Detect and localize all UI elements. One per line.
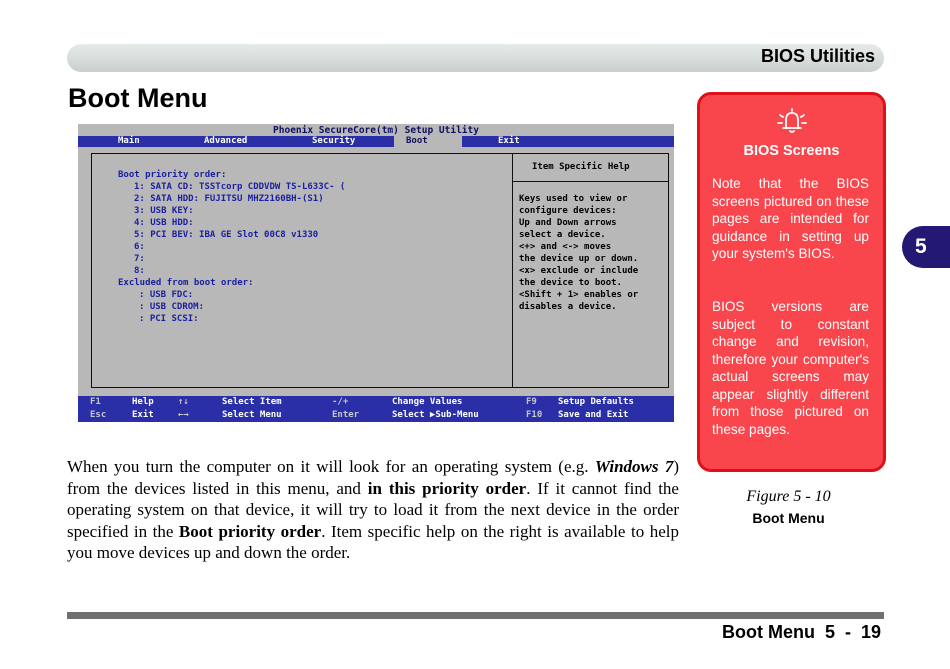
footer-action: Setup Defaults (558, 397, 634, 407)
footer-action: Save and Exit (558, 410, 629, 420)
note-text: Note that the BIOS screens pictured on these pages are intended for guidance in setting up your system's BIOS. (712, 176, 869, 261)
help-line: <+> and <-> moves (519, 242, 612, 252)
boot-priority-heading: Boot priority order: (118, 170, 227, 180)
page-footer (722, 622, 881, 643)
note-text: BIOS versions are subject to constant change and revision, therefore your computer's actual screens may appear slightly different from those pictured on these pages. (712, 299, 869, 437)
excluded-item: : PCI SCSI: (139, 314, 199, 324)
help-line: disables a device. (519, 302, 617, 312)
bios-help-divider (513, 181, 668, 182)
boot-item: 1: SATA CD: TSSTcorp CDDVDW TS-L633C- ( (134, 182, 346, 192)
bios-divider (512, 154, 513, 387)
chapter-tab: 5 (902, 226, 950, 268)
help-line: Keys used to view or (519, 194, 628, 204)
boot-item: 8: (134, 266, 145, 276)
footer-action: Select Item (222, 397, 282, 407)
paragraph-text: ) from the devices listed in this menu, and (67, 457, 679, 498)
help-line: <Shift + 1> enables or (519, 290, 639, 300)
bios-tab-boot: Boot (394, 136, 462, 147)
footer-action: Exit (132, 410, 154, 420)
help-line: <x> exclude or include (519, 266, 639, 276)
footer-key: ←→ (178, 410, 189, 420)
bios-title: Phoenix SecureCore(tm) Setup Utility (273, 125, 479, 136)
figure-number: Figure 5 - 10 (746, 488, 831, 505)
bios-menubar (78, 136, 674, 147)
footer-key: F1 (90, 397, 101, 407)
help-line: configure devices: (519, 206, 617, 216)
help-title: Item Specific Help (532, 162, 630, 172)
footer-key: Esc (90, 410, 107, 420)
emphasis-boot-priority: Boot priority order (178, 521, 322, 541)
excluded-item: : USB CDROM: (139, 302, 205, 312)
footer-key: Enter (332, 410, 360, 420)
footer-label: Boot Menu (721, 622, 815, 642)
page-title: Boot Menu (68, 83, 208, 113)
footer-key: ↑↓ (178, 397, 189, 407)
boot-item: 7: (134, 254, 145, 264)
help-line: the device up or down. (519, 254, 639, 264)
bios-tab-advanced: Advanced (204, 136, 248, 146)
footer-action: Select ▶Sub-Menu (392, 410, 479, 420)
footer-key: F10 (526, 410, 543, 420)
bios-tab-main: Main (118, 136, 140, 146)
help-line: select a device. (519, 230, 606, 240)
footer-key: -/+ (332, 397, 349, 407)
footer-action: Change Values (392, 397, 463, 407)
paragraph-text: . Item specific help on the right is available to help you move devices up and down the order. (67, 521, 680, 562)
excluded-item: : USB FDC: (139, 290, 194, 300)
boot-item: 5: PCI BEV: IBA GE Slot 00C8 v1330 (134, 230, 319, 240)
figure-name: Boot Menu (752, 510, 825, 526)
footer-rule (67, 612, 884, 619)
emphasis-windows: Windows 7 (594, 457, 674, 476)
body-paragraph (67, 456, 679, 564)
note-title: BIOS Screens (743, 143, 840, 159)
alarm-bell-icon (774, 107, 810, 133)
boot-item: 4: USB HDD: (134, 218, 194, 228)
page-number: 5 - 19 (824, 622, 881, 642)
section-title: BIOS Utilities (760, 46, 875, 66)
boot-item: 2: SATA HDD: FUJITSU MHZ2160BH-(S1) (134, 194, 324, 204)
bios-tab-exit: Exit (498, 136, 520, 146)
help-line: Up and Down arrows (519, 218, 617, 228)
emphasis-priority-order: in this priority order (367, 478, 527, 498)
footer-key: F9 (526, 397, 537, 407)
bios-footer (78, 396, 674, 422)
boot-item: 6: (134, 242, 145, 252)
help-line: the device to boot. (519, 278, 622, 288)
excluded-heading: Excluded from boot order: (118, 278, 254, 288)
paragraph-text: . If it cannot find the operating system on that device, it will try to load it from the next device in the order specified in the (67, 478, 679, 541)
footer-action: Select Menu (222, 410, 282, 420)
note-box (697, 92, 886, 472)
boot-item: 3: USB KEY: (134, 206, 194, 216)
footer-action: Help (132, 397, 154, 407)
bios-screenshot (78, 124, 674, 422)
paragraph-text: When you turn the computer on it will look for an operating system (e.g. (67, 457, 595, 476)
bios-panel (91, 153, 669, 388)
bios-tab-security: Security (312, 136, 356, 146)
